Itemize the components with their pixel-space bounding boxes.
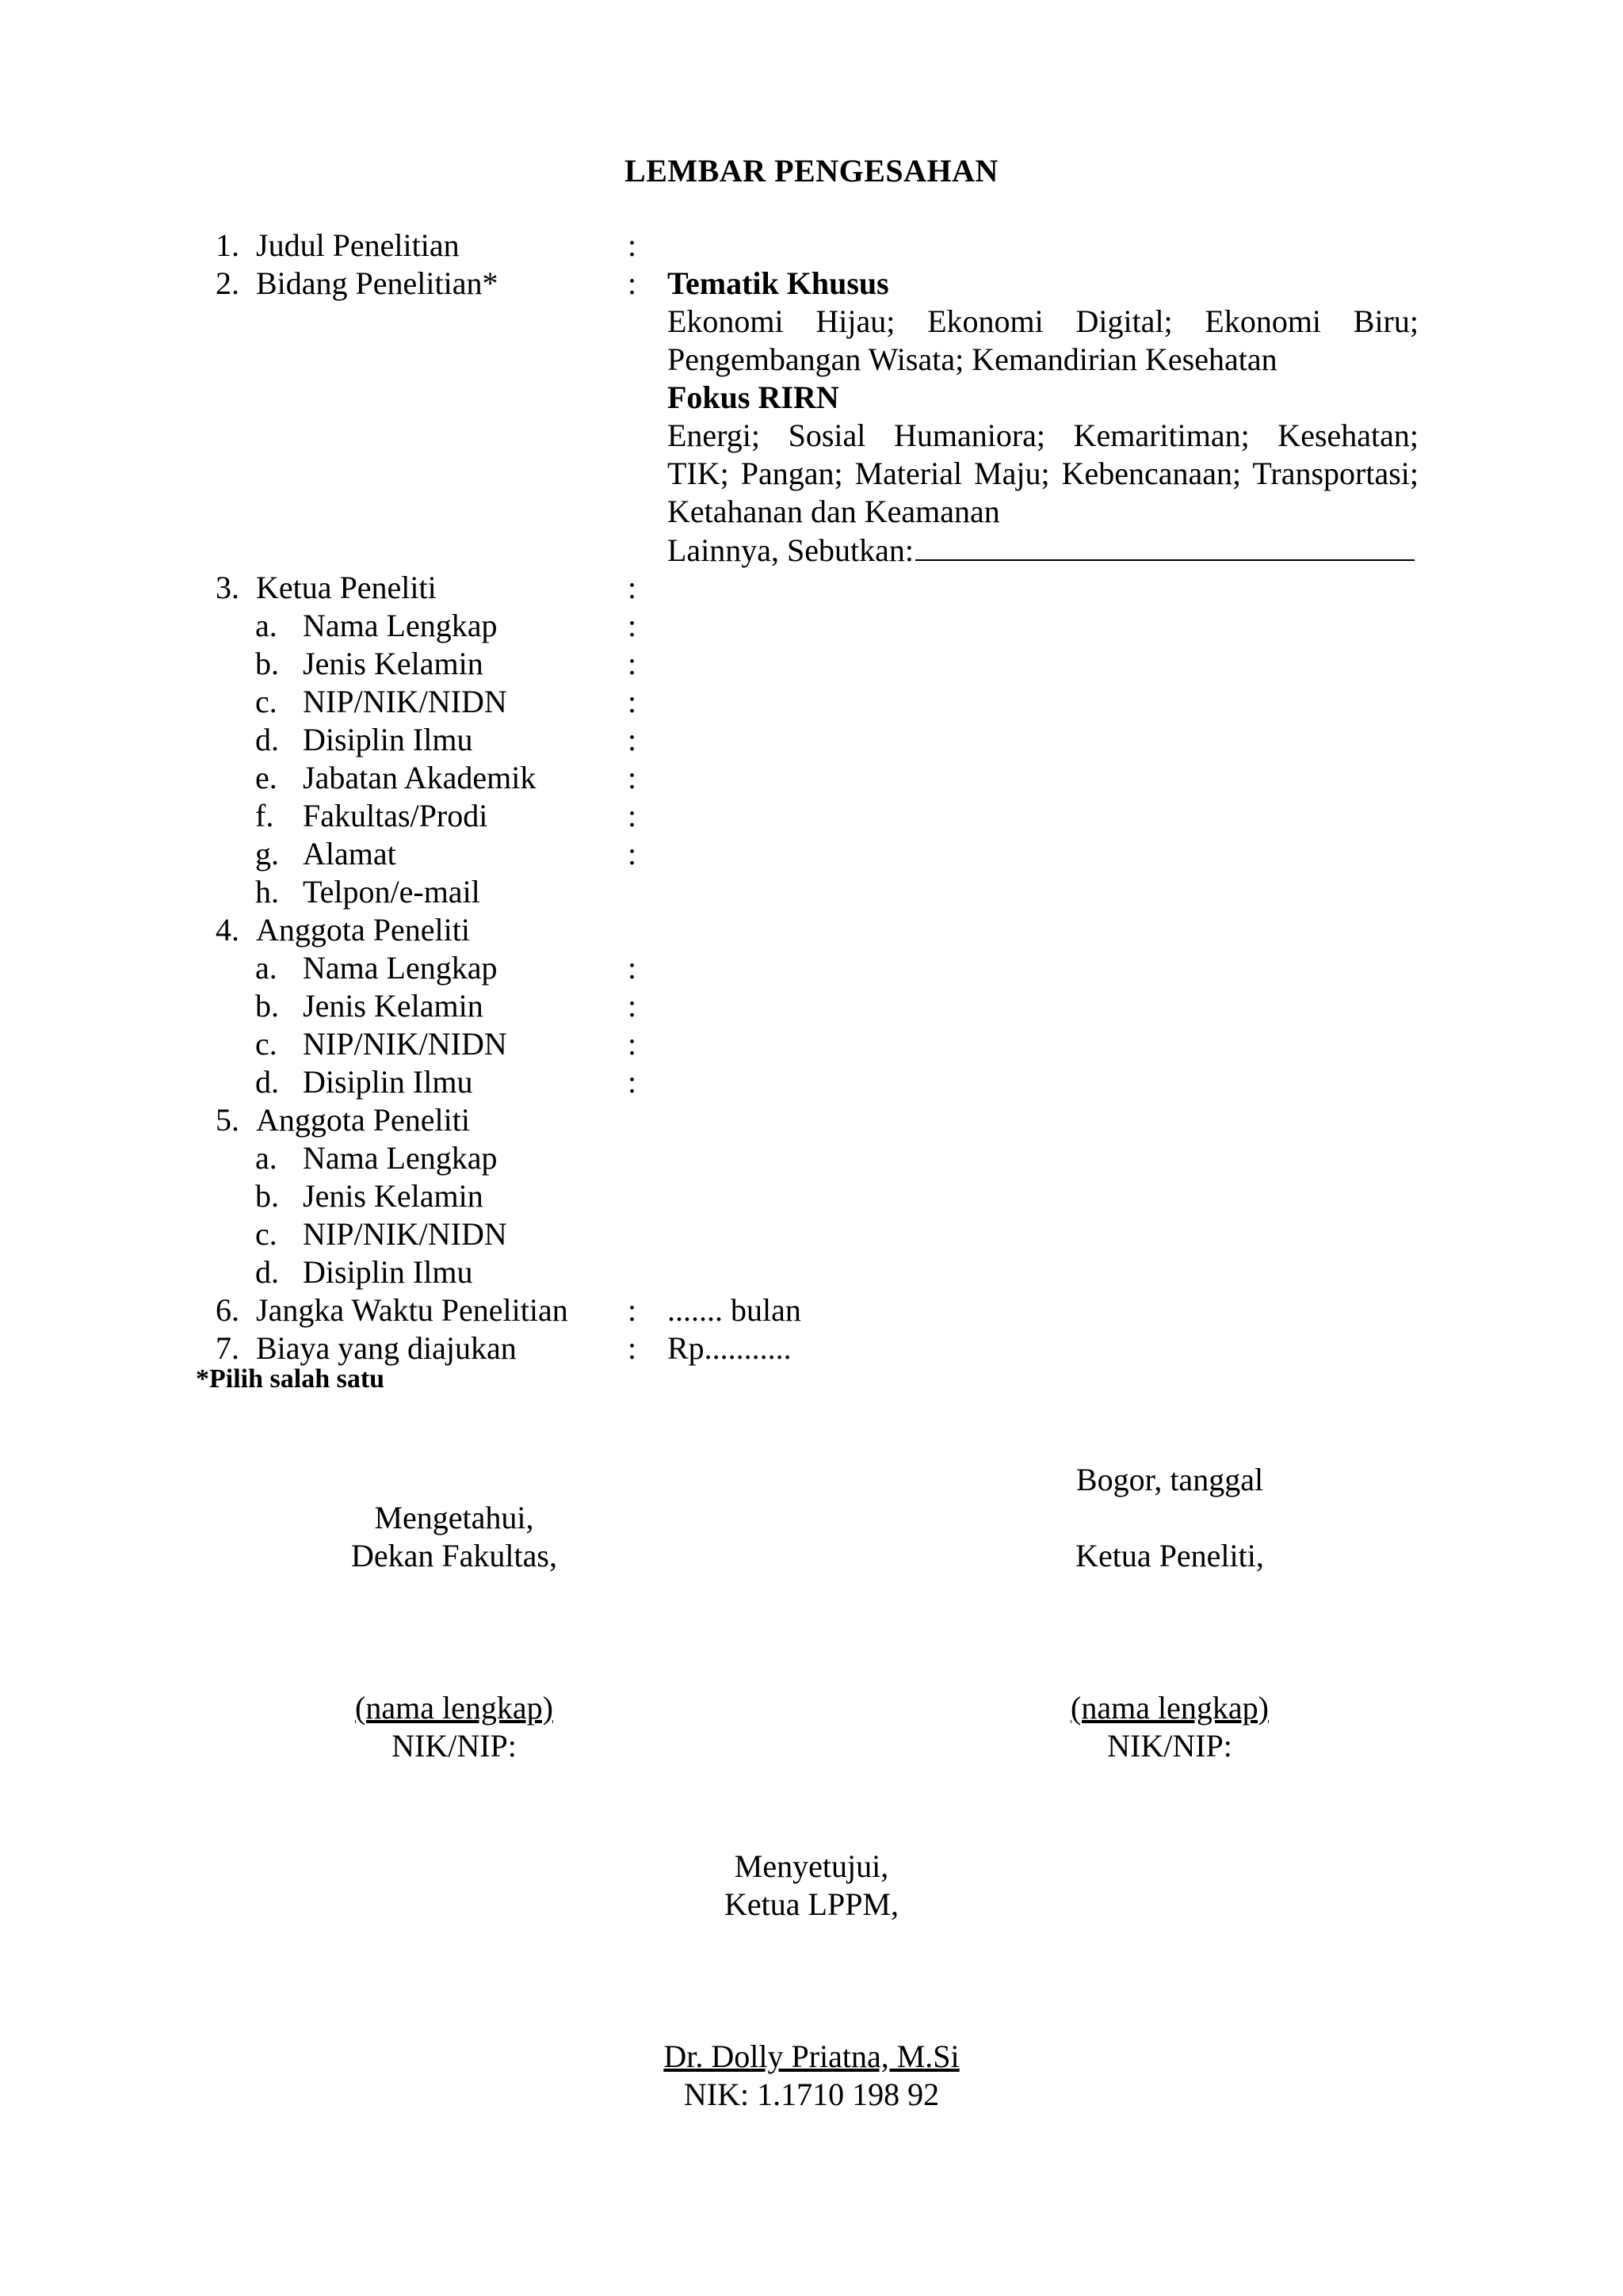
sub-label: Jenis Kelamin [303,988,483,1024]
sub-colon: : [628,760,637,795]
ketua-sub-row [0,797,1623,835]
place-date: Bogor, tanggal [1075,1462,1264,1497]
lppm-id: NIK: 1.1710 198 92 [683,2077,940,2112]
ketua-id: NIK/NIP: [1107,1728,1232,1764]
item-colon: : [628,570,637,605]
row-rirn-line3 [0,493,1623,531]
row-rirn-heading [0,379,1623,417]
signature-block-lppm [653,1848,970,2114]
biaya-value: Rp........... [667,1330,792,1366]
sub-letter: a. [255,950,277,986]
signature-block-dekan [296,1499,613,1765]
ketua-title: Ketua Peneliti, [1075,1538,1264,1573]
ketua-signature-space [1011,1575,1328,1689]
anggota2-sub-row [0,1177,1623,1215]
row-anggota-peneliti-2 [0,1101,1623,1139]
ketua-sub-row [0,873,1623,911]
lainnya-field [667,531,1419,570]
ketua-sub-row [0,645,1623,683]
dekan-title: Dekan Fakultas, [351,1538,557,1573]
lainnya-blank-line [915,531,1415,561]
lainnya-label: Lainnya, Sebutkan: [667,532,915,568]
row-rirn-line1 [0,417,1623,455]
sub-letter: c. [255,684,277,719]
sub-colon: : [628,836,637,871]
item-colon: : [628,227,637,263]
item-number: 2. [216,265,239,301]
sub-letter: g. [255,836,279,871]
sub-label: Disiplin Ilmu [303,722,473,757]
sub-letter: a. [255,608,277,643]
item-label: Judul Penelitian [256,227,460,263]
sub-colon: : [628,988,637,1024]
place-date-spacer [1011,1499,1328,1537]
sub-colon: : [628,1026,637,1062]
item-colon: : [628,265,637,301]
sub-label: Jabatan Akademik [303,760,537,795]
item-number: 5. [216,1102,239,1138]
sub-label: Disiplin Ilmu [303,1254,473,1290]
sub-letter: e. [255,760,277,795]
anggota2-sub-row [0,1253,1623,1291]
sub-label: Fakultas/Prodi [303,798,488,833]
item-colon: : [628,1330,637,1366]
sub-label: Nama Lengkap [303,950,498,986]
anggota1-sub-row [0,1063,1623,1101]
item-number: 3. [216,570,239,605]
dekan-mengetahui: Mengetahui, [374,1500,534,1535]
sub-letter: b. [255,646,279,681]
ketua-sub-row [0,721,1623,759]
row-anggota-peneliti-1 [0,911,1623,949]
tematik-options-line2: Pengembangan Wisata; Kemandirian Kesehatan [667,341,1277,377]
anggota1-sub-row [0,949,1623,987]
ketua-sub-row [0,607,1623,645]
row-judul-penelitian [0,227,1623,265]
sub-colon: : [628,950,637,986]
sub-colon: : [628,722,637,757]
ketua-sub-row [0,759,1623,797]
sub-colon: : [628,684,637,719]
rirn-options-line3: Ketahanan dan Keamanan [667,494,1000,529]
sub-letter: a. [255,1140,277,1176]
rirn-options-line1: Energi; Sosial Humaniora; Kemaritiman; Kesehatan; [667,418,1419,453]
item-colon: : [628,1292,637,1328]
sub-label: Alamat [303,836,396,871]
sub-letter: h. [255,874,279,910]
tematik-options-line1: Ekonomi Hijau; Ekonomi Digital; Ekonomi Biru; [667,303,1419,339]
rirn-heading: Fokus RIRN [667,379,839,415]
sub-letter: c. [255,1216,277,1252]
row-bidang-penelitian [0,265,1623,303]
anggota1-sub-row [0,987,1623,1025]
item-number: 6. [216,1292,239,1328]
lppm-menyetujui: Menyetujui, [734,1848,889,1884]
lppm-title: Ketua LPPM, [724,1886,899,1922]
sub-label: Telpon/e-mail [303,874,480,910]
sub-letter: d. [255,722,279,757]
row-biaya [0,1329,1623,1367]
tematik-heading: Tematik Khusus [667,265,889,301]
item-label: Ketua Peneliti [256,570,437,605]
item-number: 7. [216,1330,239,1366]
dekan-name: (nama lengkap) [355,1690,553,1726]
item-label: Biaya yang diajukan [256,1330,517,1366]
dekan-id: NIK/NIP: [391,1728,517,1764]
anggota2-sub-row [0,1139,1623,1177]
page-title: LEMBAR PENGESAHAN [624,153,999,189]
row-tematik-line2 [0,341,1623,379]
sub-letter: d. [255,1064,279,1100]
sub-colon: : [628,1064,637,1100]
ketua-name: (nama lengkap) [1071,1690,1269,1726]
sub-label: Nama Lengkap [303,1140,498,1176]
ketua-sub-row [0,683,1623,721]
sub-letter: b. [255,988,279,1024]
anggota2-sub-row [0,1215,1623,1253]
sub-colon: : [628,646,637,681]
lppm-signature-space [653,1924,970,2038]
sub-label: Disiplin Ilmu [303,1064,473,1100]
ketua-sub-row [0,835,1623,873]
footnote-pilih-salah-satu: *Pilih salah satu [196,1364,385,1394]
signature-block-ketua [1011,1461,1328,1765]
sub-colon: : [628,608,637,643]
approval-form [0,227,1623,1367]
dekan-signature-space [296,1575,613,1689]
sub-label: NIP/NIK/NIDN [303,1216,507,1252]
sub-label: Jenis Kelamin [303,646,483,681]
sub-letter: b. [255,1178,279,1214]
sub-letter: d. [255,1254,279,1290]
sub-colon: : [628,798,637,833]
row-rirn-line2 [0,455,1623,493]
row-tematik-line1 [0,303,1623,341]
row-ketua-peneliti [0,569,1623,607]
rirn-options-line2: TIK; Pangan; Material Maju; Kebencanaan; Transportasi; [667,456,1419,491]
row-lainnya [0,531,1623,569]
row-jangka-waktu [0,1291,1623,1329]
anggota1-sub-row [0,1025,1623,1063]
sub-label: Nama Lengkap [303,608,498,643]
item-label: Anggota Peneliti [256,1102,470,1138]
item-label: Bidang Penelitian* [256,265,498,301]
item-number: 4. [216,912,239,948]
item-number: 1. [216,227,239,263]
sub-letter: f. [255,798,274,833]
item-label: Anggota Peneliti [256,912,470,948]
item-label: Jangka Waktu Penelitian [256,1292,568,1328]
sub-label: NIP/NIK/NIDN [303,684,507,719]
sub-label: NIP/NIK/NIDN [303,1026,507,1062]
jangka-waktu-value: ....... bulan [667,1292,801,1328]
sub-label: Jenis Kelamin [303,1178,483,1214]
sub-letter: c. [255,1026,277,1062]
lppm-name: Dr. Dolly Priatna, M.Si [663,2039,960,2074]
